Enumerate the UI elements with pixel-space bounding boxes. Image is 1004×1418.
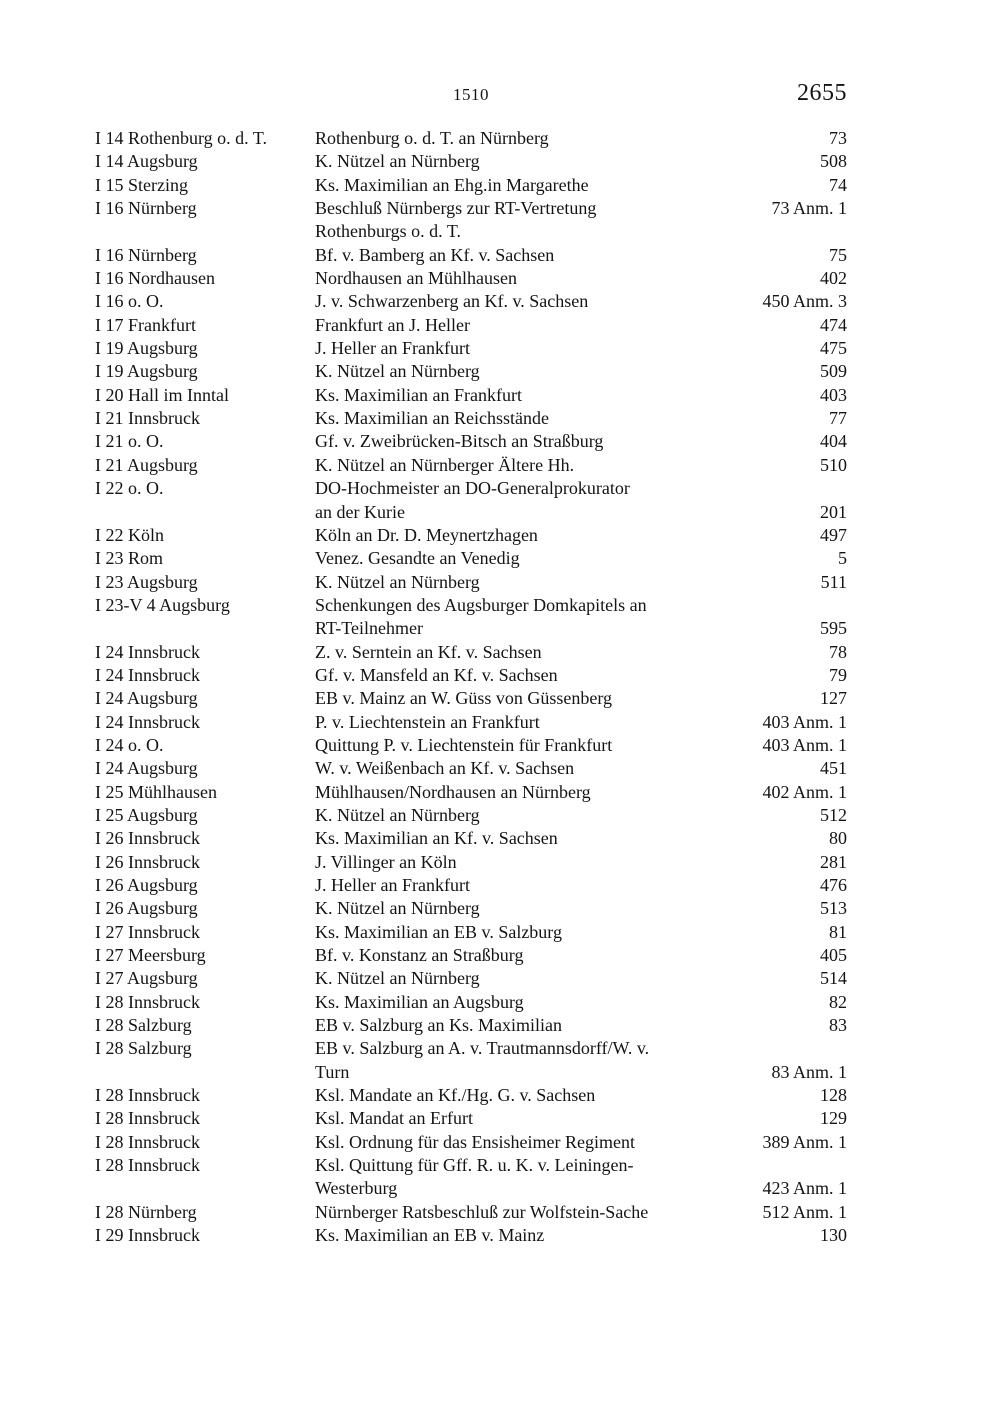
entry-page-ref: 79 [829,664,847,685]
entry-description: Turn [315,1061,350,1082]
entry-page-ref: 77 [829,408,847,429]
entry-date-place: I 26 Augsburg [95,898,198,919]
entry-date-place: I 19 Augsburg [95,361,198,382]
register-row [95,711,847,734]
register-row [95,944,847,967]
entry-description: Westerburg [315,1178,398,1199]
entry-page-ref: 74 [829,174,847,195]
entry-page-ref: 451 [820,758,847,779]
entry-description: Nordhausen an Mühlhausen [315,268,517,289]
entry-description: EB v. Salzburg an A. v. Trautmannsdorff/W. v. [315,1038,650,1059]
register-row [95,1201,847,1224]
entry-page-ref: 511 [820,571,847,592]
entry-date-place: I 24 o. O. [95,734,164,755]
page-number: 2655 [797,80,847,106]
entry-date-place: I 24 Innsbruck [95,641,200,662]
entry-page-ref: 389 Anm. 1 [762,1131,847,1152]
entry-date-place: I 27 Meersburg [95,945,206,966]
register-row [95,1084,847,1107]
entry-page-ref: 475 [820,338,847,359]
register-row [95,501,847,524]
register-row [95,1061,847,1084]
entry-page-ref: 78 [829,641,847,662]
entry-page-ref: 73 Anm. 1 [771,198,847,219]
entry-date-place: I 24 Innsbruck [95,664,200,685]
entry-date-place: I 28 Innsbruck [95,991,200,1012]
register-row [95,734,847,757]
register-row [95,220,847,243]
register-row [95,407,847,430]
register-row [95,897,847,920]
entry-date-place: I 26 Innsbruck [95,851,200,872]
entry-date-place: I 21 Innsbruck [95,408,200,429]
register-row [95,267,847,290]
entry-description: Ksl. Mandat an Erfurt [315,1108,473,1129]
entry-date-place: I 23 Rom [95,548,164,569]
entry-date-place: I 27 Innsbruck [95,921,200,942]
entry-description: J. Heller an Frankfurt [315,338,470,359]
entry-page-ref: 403 [820,384,847,405]
entry-page-ref: 130 [820,1225,847,1246]
entry-page-ref: 75 [829,244,847,265]
entry-description: K. Nützel an Nürnberg [315,571,480,592]
entry-date-place: I 21 Augsburg [95,454,198,475]
entry-description: Mühlhausen/Nordhausen an Nürnberg [315,781,591,802]
entry-page-ref: 281 [820,851,847,872]
entry-date-place: I 28 Nürnberg [95,1201,197,1222]
entry-page-ref: 423 Anm. 1 [762,1178,847,1199]
entry-page-ref: 403 Anm. 1 [762,734,847,755]
entry-description: EB v. Mainz an W. Güss von Güssenberg [315,688,612,709]
entry-date-place: I 20 Hall im Inntal [95,384,229,405]
entry-page-ref: 81 [829,921,847,942]
entry-date-place: I 14 Augsburg [95,151,198,172]
entry-description: Köln an Dr. D. Meynertzhagen [315,524,538,545]
entry-date-place: I 27 Augsburg [95,968,198,989]
register-row [95,314,847,337]
entry-date-place: I 23-V 4 Augsburg [95,594,230,615]
entry-description: K. Nützel an Nürnberg [315,898,480,919]
entry-description: Ks. Maximilian an Frankfurt [315,384,522,405]
register-row [95,1037,847,1060]
register-row [95,617,847,640]
entry-description: K. Nützel an Nürnberg [315,361,480,382]
entry-page-ref: 513 [820,898,847,919]
entry-description: K. Nützel an Nürnberg [315,968,480,989]
register-row [95,641,847,664]
entry-page-ref: 476 [820,875,847,895]
entry-page-ref: 402 [820,268,847,289]
register-row [95,174,847,197]
entry-date-place: I 28 Innsbruck [95,1108,200,1129]
entry-date-place: I 24 Augsburg [95,758,198,779]
entry-description: Ks. Maximilian an EB v. Salzburg [315,921,562,942]
entry-date-place: I 23 Augsburg [95,571,198,592]
entry-description: Gf. v. Mansfeld an Kf. v. Sachsen [315,664,558,685]
entry-date-place: I 16 o. O. [95,291,164,312]
entry-page-ref: 83 [829,1015,847,1036]
entry-description: P. v. Liechtenstein an Frankfurt [315,711,540,732]
entry-date-place: I 25 Mühlhausen [95,781,217,802]
register-row [95,967,847,990]
register-row [95,360,847,383]
entry-page-ref: 512 [820,804,847,825]
register-row [95,127,847,150]
register-row [95,384,847,407]
entry-date-place: I 21 o. O. [95,431,164,452]
entry-page-ref: 128 [820,1085,847,1106]
entry-description: an der Kurie [315,501,405,522]
entry-page-ref: 201 [820,501,847,522]
entry-description: Rothenburgs o. d. T. [315,221,462,242]
register-list [95,127,847,1248]
entry-page-ref: 82 [829,991,847,1012]
entry-page-ref: 83 Anm. 1 [771,1061,847,1082]
entry-description: Frankfurt an J. Heller [315,314,470,335]
entry-page-ref: 450 Anm. 3 [762,291,847,312]
register-row [95,1014,847,1037]
entry-description: J. Villinger an Köln [315,851,457,872]
entry-description: Nürnberger Ratsbeschluß zur Wolfstein-Sache [315,1201,649,1222]
register-row [95,921,847,944]
entry-date-place: I 28 Salzburg [95,1015,192,1036]
entry-page-ref: 404 [820,431,847,452]
entry-description: K. Nützel an Nürnberg [315,151,480,172]
register-row [95,290,847,313]
register-row [95,757,847,780]
entry-date-place: I 16 Nürnberg [95,244,197,265]
entry-date-place: I 29 Innsbruck [95,1225,200,1246]
entry-description: W. v. Weißenbach an Kf. v. Sachsen [315,758,575,779]
entry-page-ref: 402 Anm. 1 [762,781,847,802]
entry-date-place: I 28 Innsbruck [95,1085,200,1106]
entry-description: Ks. Maximilian an Reichsstände [315,408,549,429]
register-row [95,781,847,804]
entry-description: DO-Hochmeister an DO-Generalprokurator [315,478,630,499]
entry-description: Ksl. Quittung für Gff. R. u. K. v. Leiningen- [315,1155,634,1176]
entry-page-ref: 508 [820,151,847,172]
entry-description: Bf. v. Bamberg an Kf. v. Sachsen [315,244,555,265]
register-row [95,851,847,874]
entry-date-place: I 24 Innsbruck [95,711,200,732]
entry-date-place: I 28 Salzburg [95,1038,192,1059]
page-header [95,80,847,110]
entry-description: Ks. Maximilian an Augsburg [315,991,524,1012]
register-row [95,547,847,570]
register-row [95,244,847,267]
entry-date-place: I 16 Nürnberg [95,198,197,219]
entry-description: Schenkungen des Augsburger Domkapitels an [315,594,647,615]
entry-page-ref: 514 [820,968,847,989]
entry-page-ref: 129 [820,1108,847,1129]
entry-date-place: I 28 Innsbruck [95,1155,200,1176]
entry-page-ref: 512 Anm. 1 [762,1201,847,1222]
register-row [95,827,847,850]
entry-description: Ksl. Mandate an Kf./Hg. G. v. Sachsen [315,1085,596,1106]
register-row [95,1107,847,1130]
entry-description: RT-Teilnehmer [315,618,423,639]
register-row [95,991,847,1014]
entry-description: Bf. v. Konstanz an Straßburg [315,945,524,966]
entry-page-ref: 497 [820,524,847,545]
entry-page-ref: 80 [829,828,847,849]
entry-description: Z. v. Serntein an Kf. v. Sachsen [315,641,542,662]
entry-description: J. v. Schwarzenberg an Kf. v. Sachsen [315,291,589,312]
entry-page-ref: 403 Anm. 1 [762,711,847,732]
entry-date-place: I 22 o. O. [95,478,164,499]
entry-description: Venez. Gesandte an Venedig [315,548,520,569]
entry-page-ref: 73 [829,128,847,148]
entry-description: Rothenburg o. d. T. an Nürnberg [315,128,549,148]
entry-date-place: I 19 Augsburg [95,338,198,359]
register-row [95,454,847,477]
entry-description: Ks. Maximilian an Kf. v. Sachsen [315,828,558,849]
register-row [95,477,847,500]
entry-date-place: I 17 Frankfurt [95,314,196,335]
entry-date-place: I 26 Augsburg [95,875,198,895]
entry-date-place: I 25 Augsburg [95,804,198,825]
entry-description: J. Heller an Frankfurt [315,875,470,895]
entry-date-place: I 22 Köln [95,524,164,545]
register-row [95,337,847,360]
entry-description: Ks. Maximilian an Ehg.in Margarethe [315,174,589,195]
entry-page-ref: 405 [820,945,847,966]
register-row [95,197,847,220]
register-row [95,687,847,710]
entry-page-ref: 595 [820,618,847,639]
register-row [95,874,847,897]
register-row [95,1154,847,1177]
register-row [95,664,847,687]
entry-description: Gf. v. Zweibrücken-Bitsch an Straßburg [315,431,604,452]
entry-page-ref: 474 [820,314,847,335]
entry-date-place: I 28 Innsbruck [95,1131,200,1152]
register-row [95,430,847,453]
entry-description: EB v. Salzburg an Ks. Maximilian [315,1015,562,1036]
register-row [95,1224,847,1247]
entry-page-ref: 127 [820,688,847,709]
entry-page-ref: 5 [838,548,847,569]
entry-description: K. Nützel an Nürnberger Ältere Hh. [315,454,575,475]
register-row [95,150,847,173]
register-row [95,1131,847,1154]
entry-page-ref: 510 [820,454,847,475]
entry-date-place: I 24 Augsburg [95,688,198,709]
entry-description: Beschluß Nürnbergs zur RT-Vertretung [315,198,597,219]
register-row [95,571,847,594]
entry-page-ref: 509 [820,361,847,382]
register-row [95,524,847,547]
register-row [95,1177,847,1200]
entry-date-place: I 16 Nordhausen [95,268,215,289]
entry-date-place: I 14 Rothenburg o. d. T. [95,128,267,148]
running-head-year: 1510 [453,85,489,104]
entry-description: Ksl. Ordnung für das Ensisheimer Regiment [315,1131,635,1152]
entry-description: Quittung P. v. Liechtenstein für Frankfurt [315,734,613,755]
entry-description: K. Nützel an Nürnberg [315,804,480,825]
entry-description: Ks. Maximilian an EB v. Mainz [315,1225,545,1246]
entry-date-place: I 15 Sterzing [95,174,188,195]
entry-date-place: I 26 Innsbruck [95,828,200,849]
register-row [95,594,847,617]
register-row [95,804,847,827]
